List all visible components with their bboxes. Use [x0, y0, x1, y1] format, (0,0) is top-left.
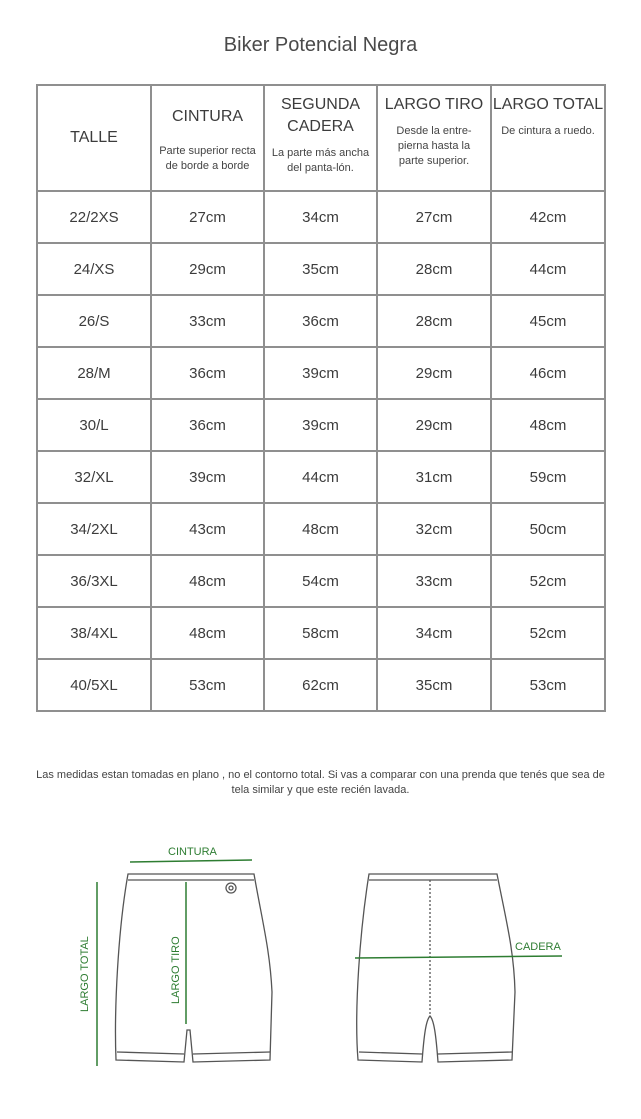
measure-cell: 29cm [151, 243, 264, 295]
measure-cell: 43cm [151, 503, 264, 555]
measure-cell: 33cm [377, 555, 491, 607]
size-cell: 30/L [37, 399, 151, 451]
largo-tiro-label: LARGO TIRO [170, 936, 182, 1004]
measure-cell: 27cm [151, 191, 264, 243]
measure-cell: 58cm [264, 607, 377, 659]
header-name: SEGUNDA CADERA [280, 96, 361, 135]
measure-cell: 46cm [491, 347, 605, 399]
front-hem-right [193, 1052, 270, 1054]
measure-cell: 36cm [264, 295, 377, 347]
measure-cell: 36cm [151, 347, 264, 399]
shorts-diagram [0, 830, 641, 1110]
measure-cell: 59cm [491, 451, 605, 503]
header-desc: Desde la entre-pierna hasta la parte superior. [396, 125, 472, 167]
back-hem-left [359, 1052, 422, 1054]
measure-cell: 36cm [151, 399, 264, 451]
back-hem-right [438, 1052, 512, 1054]
table-header-row [37, 85, 605, 191]
measure-cell: 44cm [491, 243, 605, 295]
measure-cell: 34cm [377, 607, 491, 659]
measure-cell: 53cm [491, 659, 605, 711]
measure-cell: 39cm [264, 399, 377, 451]
table-row [37, 659, 605, 711]
header-cintura [151, 85, 264, 191]
measure-cell: 29cm [377, 347, 491, 399]
size-cell: 36/3XL [37, 555, 151, 607]
measure-cell: 48cm [491, 399, 605, 451]
measurement-lines [97, 860, 562, 1066]
header-name: LARGO TOTAL [492, 96, 604, 113]
measure-cell: 42cm [491, 191, 605, 243]
header-desc: De cintura a ruedo. [501, 125, 595, 137]
table-row [37, 451, 605, 503]
header-name: LARGO TIRO [384, 96, 484, 113]
measure-cell: 32cm [377, 503, 491, 555]
size-cell: 34/2XL [37, 503, 151, 555]
page-title: Biker Potencial Negra [223, 34, 418, 56]
header-talle: TALLE [37, 85, 151, 191]
header-segunda-cadera [264, 85, 377, 191]
table-row [37, 347, 605, 399]
measure-cell: 48cm [151, 555, 264, 607]
size-table [36, 84, 606, 712]
table-row [37, 399, 605, 451]
back-shorts-outline [357, 874, 515, 1062]
size-cell: 40/5XL [37, 659, 151, 711]
largo-total-label: LARGO TOTAL [79, 936, 91, 1012]
measure-cell: 48cm [264, 503, 377, 555]
measure-cell: 39cm [151, 451, 264, 503]
size-cell: 28/M [37, 347, 151, 399]
button-icon [226, 883, 236, 893]
header-name: CINTURA [171, 108, 244, 125]
table-row [37, 295, 605, 347]
measure-cell: 28cm [377, 295, 491, 347]
measure-cell: 28cm [377, 243, 491, 295]
measure-cell: 29cm [377, 399, 491, 451]
measure-cell: 45cm [491, 295, 605, 347]
measure-cell: 50cm [491, 503, 605, 555]
table-row [37, 503, 605, 555]
button-icon-inner [229, 886, 233, 890]
size-cell: 26/S [37, 295, 151, 347]
measurement-note: Las medidas estan tomadas en plano , no el contorno total. Si vas a comparar con una prenda que tenés que sea de tela similar y que este recién lavada. [36, 769, 605, 796]
cadera-line [355, 956, 562, 958]
measure-cell: 35cm [377, 659, 491, 711]
cadera-label: CADERA [515, 941, 561, 953]
measure-cell: 62cm [264, 659, 377, 711]
table-row [37, 191, 605, 243]
header-largo-total [491, 85, 605, 191]
size-cell: 38/4XL [37, 607, 151, 659]
measure-cell: 39cm [264, 347, 377, 399]
header-desc: La parte más ancha del panta-lón. [271, 147, 370, 174]
measure-cell: 54cm [264, 555, 377, 607]
measure-cell: 52cm [491, 555, 605, 607]
measure-cell: 27cm [377, 191, 491, 243]
measure-cell: 35cm [264, 243, 377, 295]
measure-cell: 31cm [377, 451, 491, 503]
header-desc: Parte superior recta de borde a borde [159, 145, 256, 172]
measure-cell: 48cm [151, 607, 264, 659]
cintura-line [130, 860, 252, 862]
measure-cell: 44cm [264, 451, 377, 503]
size-cell: 32/XL [37, 451, 151, 503]
back-shorts-drawing [357, 874, 515, 1062]
measure-cell: 52cm [491, 607, 605, 659]
table-row [37, 607, 605, 659]
cintura-label: CINTURA [168, 846, 217, 858]
header-largo-tiro [377, 85, 491, 191]
front-hem-left [117, 1052, 184, 1054]
table-row [37, 243, 605, 295]
size-cell: 24/XS [37, 243, 151, 295]
front-shorts-drawing [116, 874, 273, 1062]
measure-cell: 33cm [151, 295, 264, 347]
measure-cell: 34cm [264, 191, 377, 243]
measure-cell: 53cm [151, 659, 264, 711]
size-cell: 22/2XS [37, 191, 151, 243]
front-shorts-outline [116, 874, 273, 1062]
table-row [37, 555, 605, 607]
